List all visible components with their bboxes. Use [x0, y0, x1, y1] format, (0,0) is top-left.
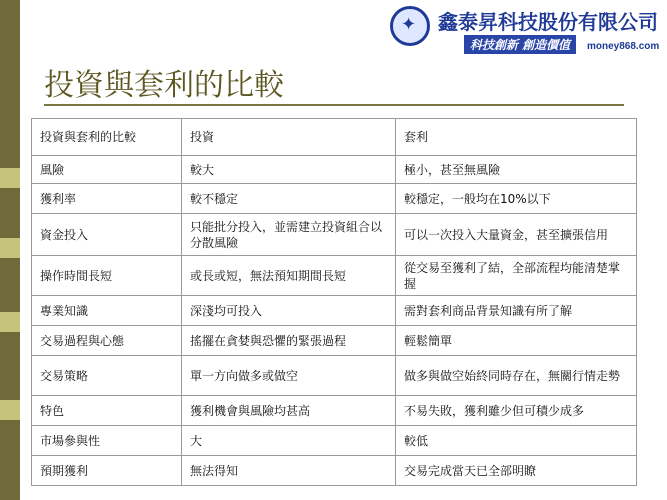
- arbitrage-cell: 輕鬆簡單: [396, 326, 637, 356]
- row-label: 交易過程與心態: [32, 326, 182, 356]
- table-row: [32, 214, 637, 256]
- page-title: 投資與套利的比較: [44, 68, 284, 103]
- investment-cell: 獲利機會與風險均甚高: [182, 396, 396, 426]
- investment-cell: 較大: [182, 156, 396, 184]
- company-url: money868.com: [587, 41, 660, 52]
- sidebar-highlight: [0, 312, 20, 332]
- arbitrage-cell: 不易失敗，獲利雖少但可積少成多: [396, 396, 637, 426]
- table-row: [32, 396, 637, 426]
- row-label: 獲利率: [32, 184, 182, 214]
- investment-cell: 深淺均可投入: [182, 296, 396, 326]
- row-label: 交易策略: [32, 356, 182, 396]
- header-cell: 投資: [182, 119, 396, 156]
- arbitrage-cell: 可以一次投入大量資金，甚至擴張信用: [396, 214, 637, 256]
- table-row: [32, 326, 637, 356]
- table-row: [32, 426, 637, 456]
- table-row: [32, 356, 637, 396]
- arbitrage-cell: 做多與做空始終同時存在，無關行情走勢: [396, 356, 637, 396]
- investment-cell: 大: [182, 426, 396, 456]
- header-cell: 套利: [396, 119, 637, 156]
- row-label: 操作時間長短: [32, 256, 182, 296]
- investment-cell: 單一方向做多或做空: [182, 356, 396, 396]
- row-label: 資金投入: [32, 214, 182, 256]
- investment-cell: 或長或短，無法預知期間長短: [182, 256, 396, 296]
- sidebar-stripe: [0, 0, 20, 500]
- table-header-row: [32, 119, 637, 156]
- table-row: [32, 256, 637, 296]
- header-cell: 投資與套利的比較: [32, 119, 182, 156]
- company-slogan: 科技創新 創造價值: [464, 35, 576, 54]
- table-row: [32, 456, 637, 486]
- arbitrage-cell: 交易完成當天已全部明瞭: [396, 456, 637, 486]
- arbitrage-cell: 從交易至獲利了結，全部流程均能清楚掌握: [396, 256, 637, 296]
- row-label: 風險: [32, 156, 182, 184]
- arbitrage-cell: 需對套利商品背景知識有所了解: [396, 296, 637, 326]
- comparison-table: [31, 118, 637, 486]
- company-seal-icon: ✦: [390, 6, 430, 46]
- investment-cell: 較不穩定: [182, 184, 396, 214]
- investment-cell: 只能批分投入，並需建立投資組合以分散風險: [182, 214, 396, 256]
- table-row: [32, 156, 637, 184]
- arbitrage-cell: 較低: [396, 426, 637, 456]
- sidebar-highlight: [0, 400, 20, 420]
- row-label: 市場參與性: [32, 426, 182, 456]
- title-divider: [44, 104, 624, 106]
- row-label: 專業知識: [32, 296, 182, 326]
- investment-cell: 無法得知: [182, 456, 396, 486]
- arbitrage-cell: 較穩定，一般均在10%以下: [396, 184, 637, 214]
- investment-cell: 搖擺在貪婪與恐懼的緊張過程: [182, 326, 396, 356]
- table-row: [32, 296, 637, 326]
- table-row: [32, 184, 637, 214]
- arbitrage-cell: 極小，甚至無風險: [396, 156, 637, 184]
- sidebar-highlight: [0, 168, 20, 188]
- sidebar-highlight: [0, 238, 20, 258]
- company-logo: [384, 6, 667, 54]
- row-label: 預期獲利: [32, 456, 182, 486]
- company-name: 鑫泰昇科技股份有限公司: [438, 10, 658, 34]
- row-label: 特色: [32, 396, 182, 426]
